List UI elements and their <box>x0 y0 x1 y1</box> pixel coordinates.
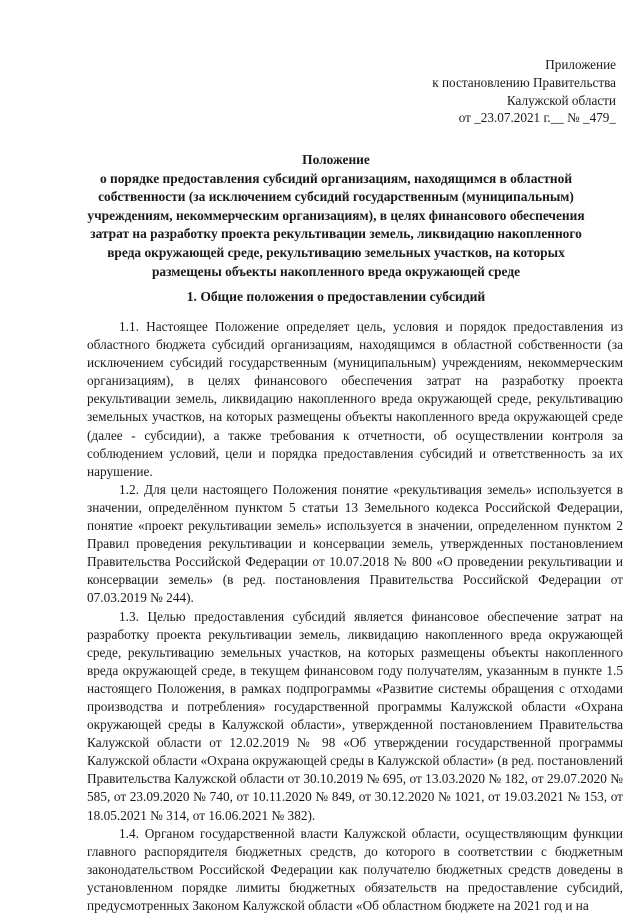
appendix-line-3: Калужской области <box>506 92 616 108</box>
paragraph-1-4: 1.4. Органом государственной власти Калужской области, осуществляющим функции главного распорядителя бюджетных средств, до которого в соответствии с бюджетным законодательством Российской Федерации как получателю бюджетных средств доведены в установленном порядке лимиты бюджетных обязательств на предоставление субсидий, предусмотренных Законом Калужской области «Об областном бюджете на 2021 год и на <box>87 825 623 913</box>
document-title <box>56 151 616 281</box>
document-body <box>87 318 623 915</box>
title-line-4: затрат на разработку проекта рекультивации земель, ликвидацию накопленного <box>90 226 582 242</box>
section-heading: 1. Общие положения о предоставлении субсидий <box>186 289 486 304</box>
paragraph-1-3: 1.3. Целью предоставления субсидий является финансовое обеспечение затрат на разработку проекта рекультивации земель, ликвидацию накопленного вреда окружающей среде, рекультивацию земельных участков, на которых размещены объекты накопленного вреда окружающей среде, в текущем финансовом году получателям, указанным в пункте 1.5 настоящего Положения, в рамках подпрограммы «Развитие системы обращения с отходами производства и потребления» государственной программы Калужской области «Охрана окружающей среды в Калужской области», утвержденной постановлением Правительства Калужской области от 12.02.2019 № 98 «Об утверждении государственной программы Калужской области «Охрана окружающей среды в Калужской области» (в ред. постановлений Правительства Калужской области от 30.10.2019 № 695, от 13.03.2020 № 182, от 29.07.2020 № 585, от 23.09.2020 № 740, от 10.11.2020 № 849, от 30.12.2020 № 1021, от 19.03.2021 № 153, от 18.05.2021 № 314, от 16.06.2021 № 382). <box>87 608 623 823</box>
title-line-5: вреда окружающей среде, рекультивацию земельных участков, на которых <box>107 244 565 260</box>
title-line-6: размещены объекты накопленного вреда окружающей среде <box>151 263 521 279</box>
appendix-block <box>432 56 616 127</box>
paragraph-1-1: 1.1. Настоящее Положение определяет цель, условия и порядок предоставления из областного бюджета субсидий организациям, находящимся в областной собственности (за исключением субсидий государственным (муниципальным) учреждениям, некоммерческим организациям), в целях финансового обеспечения затрат на разработку проекта рекультивации земель, ликвидацию накопленного вреда окружающей среде, рекультивацию земельных участков, на которых размещены объекты накопленного вреда окружающей среде (далее - субсидии), а также требования к отчетности, об осуществлении контроля за соблюдением условий, цели и порядка предоставления субсидий и ответственность за их нарушение. <box>87 319 623 479</box>
appendix-line-2: к постановлению Правительства <box>432 74 616 90</box>
title-line-3: учреждениям, некоммерческим организациям), в целях финансового обеспечения <box>87 207 585 223</box>
title-line-1: о порядке предоставления субсидий организациям, находящимся в областной <box>99 170 573 186</box>
paragraph-1-2: 1.2. Для цели настоящего Положения понятие «рекультивация земель» используется в значении, определённом пунктом 5 статьи 13 Земельного кодекса Российской Федерации, понятие «проект рекультивации земель» используется в значении, определенном пунктом 2 Правил проведения рекультивации и консервации земель, утвержденных постановлением Правительства Российской Федерации от 10.07.2018 № 800 «О проведении рекультивации и консервации земель» (в ред. постановления Правительства Российской Федерации от 07.03.2019 № 244). <box>87 481 623 606</box>
title-heading: Положение <box>302 152 370 167</box>
appendix-line-1: Приложение <box>545 57 616 72</box>
appendix-line-4: от _23.07.2021 г.__ № _479_ <box>458 110 616 126</box>
title-line-2: собственности (за исключением субсидий государственным (муниципальным) <box>98 189 574 205</box>
